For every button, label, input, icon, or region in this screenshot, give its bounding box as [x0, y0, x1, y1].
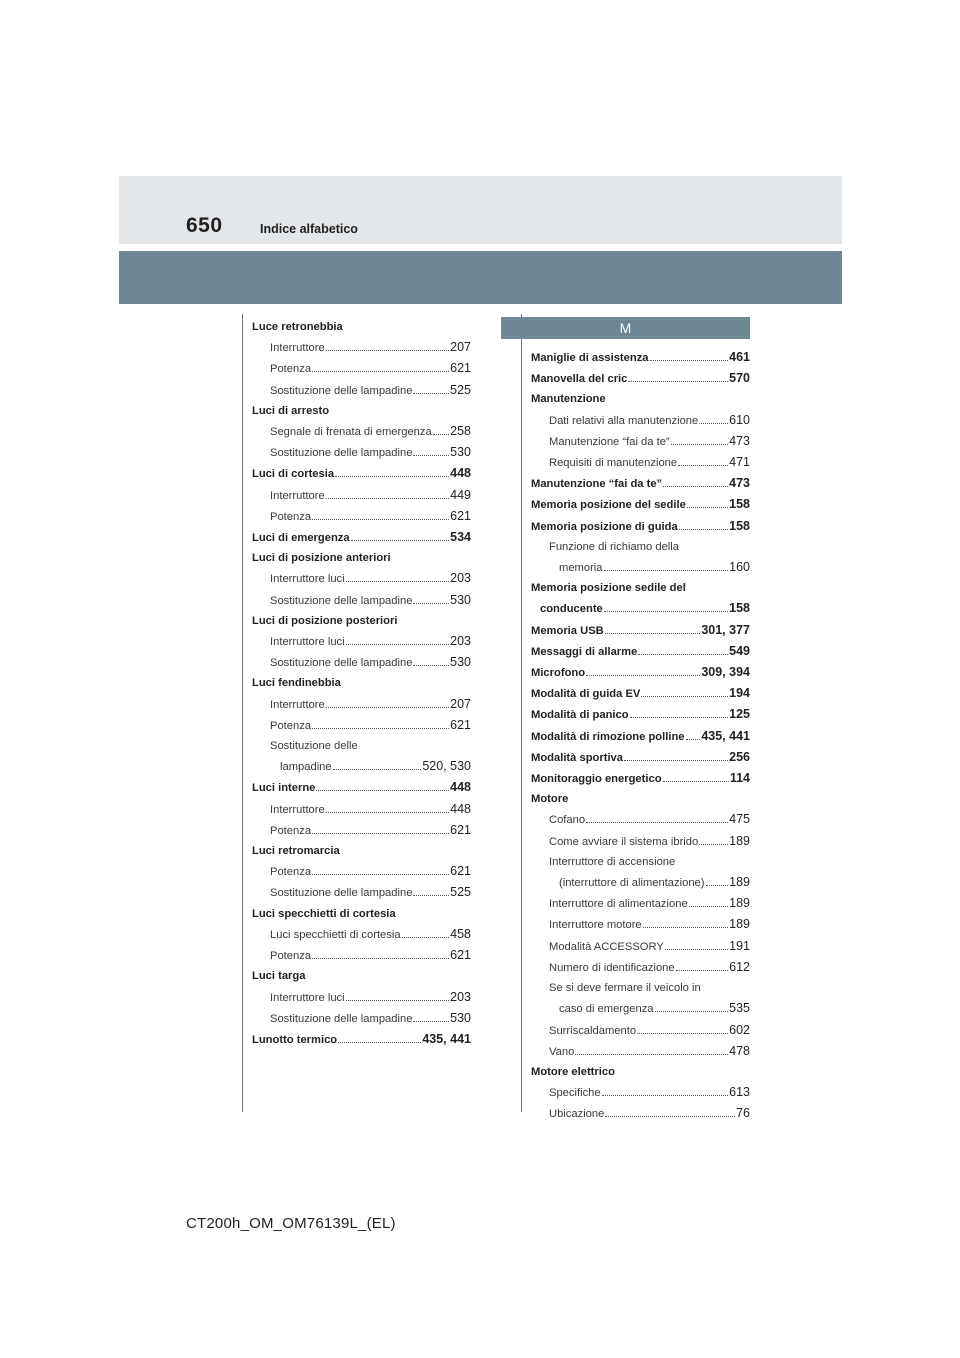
index-entry	[252, 401, 471, 421]
index-entry-page[interactable]: 473	[729, 433, 750, 448]
index-entry	[252, 736, 471, 756]
column-divider-left	[242, 314, 243, 1112]
index-entry-page[interactable]: 160	[729, 560, 750, 575]
index-entry-page[interactable]: 203	[450, 989, 471, 1004]
index-entry-text: Potenza	[270, 719, 312, 732]
index-entry	[531, 368, 750, 389]
index-entry-text: Potenza	[270, 363, 312, 376]
index-entry-text: Memoria USB	[531, 624, 604, 637]
index-entry-text: Modalità di guida EV	[531, 688, 641, 701]
index-entry-page[interactable]: 530	[450, 445, 471, 460]
dot-leader	[628, 381, 728, 382]
index-entry-page[interactable]: 203	[450, 571, 471, 586]
index-entry	[252, 652, 471, 673]
dot-leader	[637, 1033, 728, 1034]
dot-leader	[312, 833, 449, 834]
index-entry	[252, 590, 471, 611]
index-entry-text: Interruttore	[270, 342, 325, 355]
index-entry	[252, 506, 471, 527]
index-entry-page[interactable]: 435, 441	[701, 728, 750, 743]
dot-leader	[586, 675, 700, 676]
index-entry	[531, 768, 750, 789]
index-entry	[531, 936, 750, 957]
dot-leader	[699, 423, 728, 424]
index-entry	[252, 715, 471, 736]
index-entry-text: Luci interne	[252, 782, 316, 795]
index-entry	[531, 914, 750, 935]
index-entry	[531, 557, 750, 578]
index-entry	[531, 998, 750, 1019]
index-entry-text: Luci di posizione anteriori	[252, 552, 391, 565]
index-entry-page[interactable]: 458	[450, 926, 471, 941]
dot-leader	[326, 498, 449, 499]
dot-leader	[326, 707, 449, 708]
dot-leader	[413, 603, 449, 604]
index-entry-text: Luci di posizione posteriori	[252, 614, 398, 627]
index-entry-text: Come avviare il sistema ibrido	[549, 835, 699, 848]
index-entry-text: Dati relativi alla manutenzione	[549, 414, 699, 427]
index-entry-text: Interruttore motore	[549, 919, 642, 932]
index-entry-page[interactable]: 448	[450, 801, 471, 816]
index-entry-text: Se si deve fermare il veicolo in	[549, 982, 701, 995]
index-entry	[531, 452, 750, 473]
index-entry-page[interactable]: 602	[729, 1022, 750, 1037]
index-entry-text: Motore	[531, 793, 569, 806]
dot-leader	[346, 1000, 450, 1001]
index-entry-text: Luci targa	[252, 970, 306, 983]
index-entry-text: Funzione di richiamo della	[549, 540, 679, 553]
dot-leader	[699, 844, 728, 845]
index-entry-page[interactable]: 525	[450, 382, 471, 397]
dot-leader	[706, 885, 729, 886]
index-entry	[252, 966, 471, 986]
index-entry-text: Modalità di panico	[531, 709, 629, 722]
index-entry	[252, 987, 471, 1008]
index-column-right	[531, 317, 750, 1125]
index-entry	[252, 694, 471, 715]
dot-leader	[338, 1042, 421, 1043]
index-entry-text: Cofano	[549, 814, 586, 827]
index-entry	[252, 882, 471, 903]
dot-leader	[676, 970, 729, 971]
index-entry	[252, 317, 471, 337]
index-column-left	[252, 317, 471, 1050]
dot-leader	[671, 444, 728, 445]
dot-leader	[351, 540, 450, 541]
index-entry-text: Luci fendinebbia	[252, 677, 341, 690]
index-entry	[531, 662, 750, 683]
index-entry-text: Potenza	[270, 510, 312, 523]
index-entry-page[interactable]: 621	[450, 948, 471, 963]
dot-leader	[326, 350, 449, 351]
index-entry-text: Interruttore	[270, 803, 325, 816]
dot-leader	[312, 958, 449, 959]
dot-leader	[655, 1011, 729, 1012]
index-entry-page[interactable]: 189	[729, 896, 750, 911]
index-entry-page[interactable]: 478	[729, 1043, 750, 1058]
index-entry-text: Modalità ACCESSORY	[549, 940, 664, 953]
dot-leader	[413, 895, 449, 896]
index-entry-text: Memoria posizione di guida	[531, 520, 678, 533]
index-entry-page[interactable]: 610	[729, 412, 750, 427]
index-entry-page[interactable]: 203	[450, 634, 471, 649]
index-entry	[252, 548, 471, 568]
index-entry-text: Interruttore di alimentazione	[549, 898, 688, 911]
dot-leader	[605, 1116, 735, 1117]
index-entry-text: caso di emergenza	[559, 1003, 654, 1016]
index-entry-text: memoria	[559, 562, 603, 575]
index-entry-text: Monitoraggio energetico	[531, 773, 662, 786]
index-entry	[252, 777, 471, 798]
dot-leader	[663, 781, 729, 782]
dot-leader	[402, 937, 450, 938]
index-entry	[531, 893, 750, 914]
index-entry	[252, 631, 471, 652]
index-entry	[252, 442, 471, 463]
index-entry-page[interactable]: 125	[729, 707, 750, 722]
index-entry	[252, 924, 471, 945]
dot-leader	[346, 581, 450, 582]
section-letter-tab: M	[501, 317, 750, 339]
index-entry-text: Surriscaldamento	[549, 1024, 637, 1037]
index-entry-page[interactable]: 207	[450, 340, 471, 355]
dot-leader	[413, 455, 449, 456]
index-entry-text: Interruttore luci	[270, 636, 345, 649]
index-entry-text: Luci di cortesia	[252, 468, 335, 481]
index-entry-page[interactable]: 525	[450, 885, 471, 900]
index-entry	[252, 673, 471, 693]
dot-leader	[604, 570, 729, 571]
index-entry	[252, 756, 471, 777]
index-entry-page[interactable]: 612	[729, 959, 750, 974]
index-entry	[531, 1082, 750, 1103]
index-entry-page[interactable]: 621	[450, 361, 471, 376]
index-entry-text: Modalità sportiva	[531, 751, 624, 764]
index-entry-text: Interruttore luci	[270, 991, 345, 1004]
index-entry	[531, 1020, 750, 1041]
index-entry-text: Motore elettrico	[531, 1065, 615, 1078]
dot-leader	[679, 529, 728, 530]
index-entry	[531, 537, 750, 557]
index-entry	[531, 431, 750, 452]
index-entry-page[interactable]: 535	[729, 1001, 750, 1016]
index-entry-page[interactable]: 256	[729, 749, 750, 764]
index-entry	[252, 337, 471, 358]
index-entry-page[interactable]: 570	[729, 371, 750, 386]
index-entry-text: Sostituzione delle lampadine	[270, 384, 413, 397]
dot-leader	[433, 434, 449, 435]
index-entry-page[interactable]: 309, 394	[701, 665, 750, 680]
index-entry-page[interactable]: 158	[729, 497, 750, 512]
index-entry-page[interactable]: 621	[450, 508, 471, 523]
dot-leader	[686, 739, 701, 740]
index-entry-text: Interruttore	[270, 698, 325, 711]
index-entry-page[interactable]: 530	[450, 592, 471, 607]
index-entry-text: Interruttore di accensione	[549, 855, 676, 868]
index-entry-page[interactable]: 158	[729, 518, 750, 533]
index-entry	[531, 494, 750, 515]
index-entry-text: Interruttore	[270, 489, 325, 502]
index-entry-text: Sostituzione delle	[270, 740, 358, 753]
index-entry-page[interactable]: 549	[729, 643, 750, 658]
index-entry-page[interactable]: 191	[729, 938, 750, 953]
index-entry-page[interactable]: 520, 530	[422, 759, 471, 774]
index-entry-text: lampadine	[280, 761, 332, 774]
dot-leader	[665, 949, 728, 950]
index-entry	[252, 820, 471, 841]
index-entry	[531, 473, 750, 494]
index-entry-text: Potenza	[270, 824, 312, 837]
index-entry-text: Sostituzione delle lampadine	[270, 447, 413, 460]
index-entry	[252, 904, 471, 924]
index-entry-page[interactable]: 621	[450, 822, 471, 837]
index-entry	[252, 463, 471, 484]
page-number: 650	[186, 214, 223, 237]
dot-leader	[605, 633, 701, 634]
dot-leader	[650, 360, 729, 361]
index-entry	[252, 945, 471, 966]
dot-leader	[641, 696, 728, 697]
index-entry-page[interactable]: 189	[729, 875, 750, 890]
index-entry	[252, 1008, 471, 1029]
index-entry-page[interactable]: 114	[729, 771, 750, 786]
index-entry-text: Luci retromarcia	[252, 845, 340, 858]
index-entry-text: Modalità di rimozione polline	[531, 730, 685, 743]
index-entry-text: Luci di arresto	[252, 404, 330, 417]
index-entry	[252, 799, 471, 820]
dot-leader	[663, 486, 728, 487]
index-entry	[252, 841, 471, 861]
index-entry-text: Potenza	[270, 866, 312, 879]
index-entry	[252, 358, 471, 379]
index-entry-text: Manovella del cric	[531, 373, 628, 386]
index-entry	[252, 421, 471, 442]
index-entry	[531, 410, 750, 431]
index-entry	[531, 747, 750, 768]
index-entry	[531, 831, 750, 852]
index-entry	[531, 852, 750, 872]
index-entry-page[interactable]: 475	[729, 812, 750, 827]
index-entry-page[interactable]: 530	[450, 1010, 471, 1025]
index-entry	[531, 978, 750, 998]
index-entry-page[interactable]: 530	[450, 655, 471, 670]
index-entry-page[interactable]: 621	[450, 864, 471, 879]
index-entry-text: Luci specchietti di cortesia	[270, 928, 401, 941]
index-entry	[531, 641, 750, 662]
index-entry	[531, 598, 750, 619]
dot-leader	[413, 393, 449, 394]
index-entry-page[interactable]: 158	[729, 601, 750, 616]
index-entry-text: Numero di identificazione	[549, 961, 675, 974]
index-entry	[531, 872, 750, 893]
dot-leader	[346, 644, 450, 645]
dot-leader	[312, 874, 449, 875]
index-entry	[252, 1029, 471, 1050]
index-entry-page[interactable]: 448	[450, 780, 471, 795]
dot-leader	[413, 1021, 449, 1022]
index-entry-text: Sostituzione delle lampadine	[270, 594, 413, 607]
index-entry-text: Memoria posizione del sedile	[531, 499, 686, 512]
dot-leader	[316, 790, 449, 791]
dot-leader	[312, 728, 449, 729]
index-entry-text: Manutenzione	[531, 393, 606, 406]
index-entry-text: Luce retronebbia	[252, 321, 343, 333]
index-entry-page[interactable]: 621	[450, 717, 471, 732]
dot-leader	[312, 519, 449, 520]
index-entry	[531, 516, 750, 537]
dot-leader	[335, 476, 449, 477]
index-entry	[531, 1041, 750, 1062]
index-entry	[531, 1103, 750, 1124]
index-entry-page[interactable]: 448	[450, 466, 471, 481]
index-entry	[252, 485, 471, 506]
column-divider-right	[521, 314, 522, 1112]
index-entry	[531, 683, 750, 704]
index-entry-page[interactable]: 189	[729, 833, 750, 848]
header-bar	[119, 251, 842, 304]
index-entry	[252, 527, 471, 548]
index-entry-page[interactable]: 473	[729, 476, 750, 491]
page-title: Indice alfabetico	[260, 222, 358, 236]
index-entry-page[interactable]: 301, 377	[701, 622, 750, 637]
index-entry	[531, 1062, 750, 1082]
index-entry-page[interactable]: 449	[450, 487, 471, 502]
dot-leader	[624, 760, 728, 761]
index-entry-text: (interruttore di alimentazione)	[559, 877, 705, 890]
index-entry-page[interactable]: 534	[450, 530, 471, 545]
dot-leader	[687, 507, 728, 508]
index-entry	[531, 789, 750, 809]
index-entry	[531, 347, 750, 368]
dot-leader	[689, 906, 728, 907]
index-entry	[252, 380, 471, 401]
index-entry-text: Sostituzione delle lampadine	[270, 657, 413, 670]
index-entry-text: Lunotto termico	[252, 1033, 338, 1046]
index-entry-text: Interruttore luci	[270, 573, 345, 586]
dot-leader	[413, 665, 449, 666]
index-entry-text: Potenza	[270, 950, 312, 963]
index-entry	[531, 578, 750, 598]
footer-code: CT200h_OM_OM76139L_(EL)	[186, 1215, 396, 1232]
index-entry-page[interactable]: 461	[729, 350, 750, 364]
dot-leader	[630, 717, 729, 718]
index-entry-page[interactable]: 471	[729, 455, 750, 470]
header-band	[119, 176, 842, 244]
dot-leader	[575, 1054, 728, 1055]
index-entry-text: Maniglie di assistenza	[531, 352, 649, 364]
index-entry	[531, 620, 750, 641]
dot-leader	[638, 654, 728, 655]
index-entry-page[interactable]: 189	[729, 917, 750, 932]
index-entry-text: Specifiche	[549, 1087, 601, 1100]
index-entry	[252, 861, 471, 882]
index-entry-text: Vano	[549, 1045, 575, 1058]
index-entry	[252, 611, 471, 631]
dot-leader	[604, 611, 728, 612]
index-entry-text: Sostituzione delle lampadine	[270, 887, 413, 900]
index-entry	[531, 809, 750, 830]
index-entry-text: Segnale di frenata di emergenza	[270, 426, 432, 439]
index-entry	[531, 957, 750, 978]
index-entry-text: conducente	[540, 603, 603, 616]
index-entry	[531, 726, 750, 747]
index-entry	[531, 389, 750, 409]
index-entry-text: Messaggi di allarme	[531, 645, 638, 658]
dot-leader	[643, 927, 728, 928]
index-entry-page[interactable]: 258	[450, 424, 471, 439]
index-entry-text: Manutenzione “fai da te”	[549, 435, 670, 448]
index-entry-text: Manutenzione “fai da te”	[531, 478, 663, 491]
index-entry-page[interactable]: 207	[450, 696, 471, 711]
index-entry-text: Microfono	[531, 667, 586, 680]
index-entry-text: Ubicazione	[549, 1108, 605, 1121]
index-entry-text: Memoria posizione sedile del	[531, 582, 686, 595]
index-entry-page[interactable]: 435, 441	[422, 1031, 471, 1046]
index-entry-page[interactable]: 613	[729, 1085, 750, 1100]
index-entry-text: Sostituzione delle lampadine	[270, 1012, 413, 1025]
index-entry-page[interactable]: 76	[736, 1106, 750, 1121]
index-entry	[531, 704, 750, 725]
dot-leader	[602, 1095, 729, 1096]
dot-leader	[586, 822, 728, 823]
index-entry-text: Requisiti di manutenzione	[549, 457, 678, 470]
index-entry-text: Luci specchietti di cortesia	[252, 907, 396, 920]
dot-leader	[678, 465, 728, 466]
dot-leader	[326, 812, 449, 813]
dot-leader	[312, 371, 449, 372]
index-entry-text: Luci di emergenza	[252, 532, 350, 545]
index-entry-page[interactable]: 194	[729, 686, 750, 701]
index-entry	[252, 568, 471, 589]
dot-leader	[333, 769, 422, 770]
